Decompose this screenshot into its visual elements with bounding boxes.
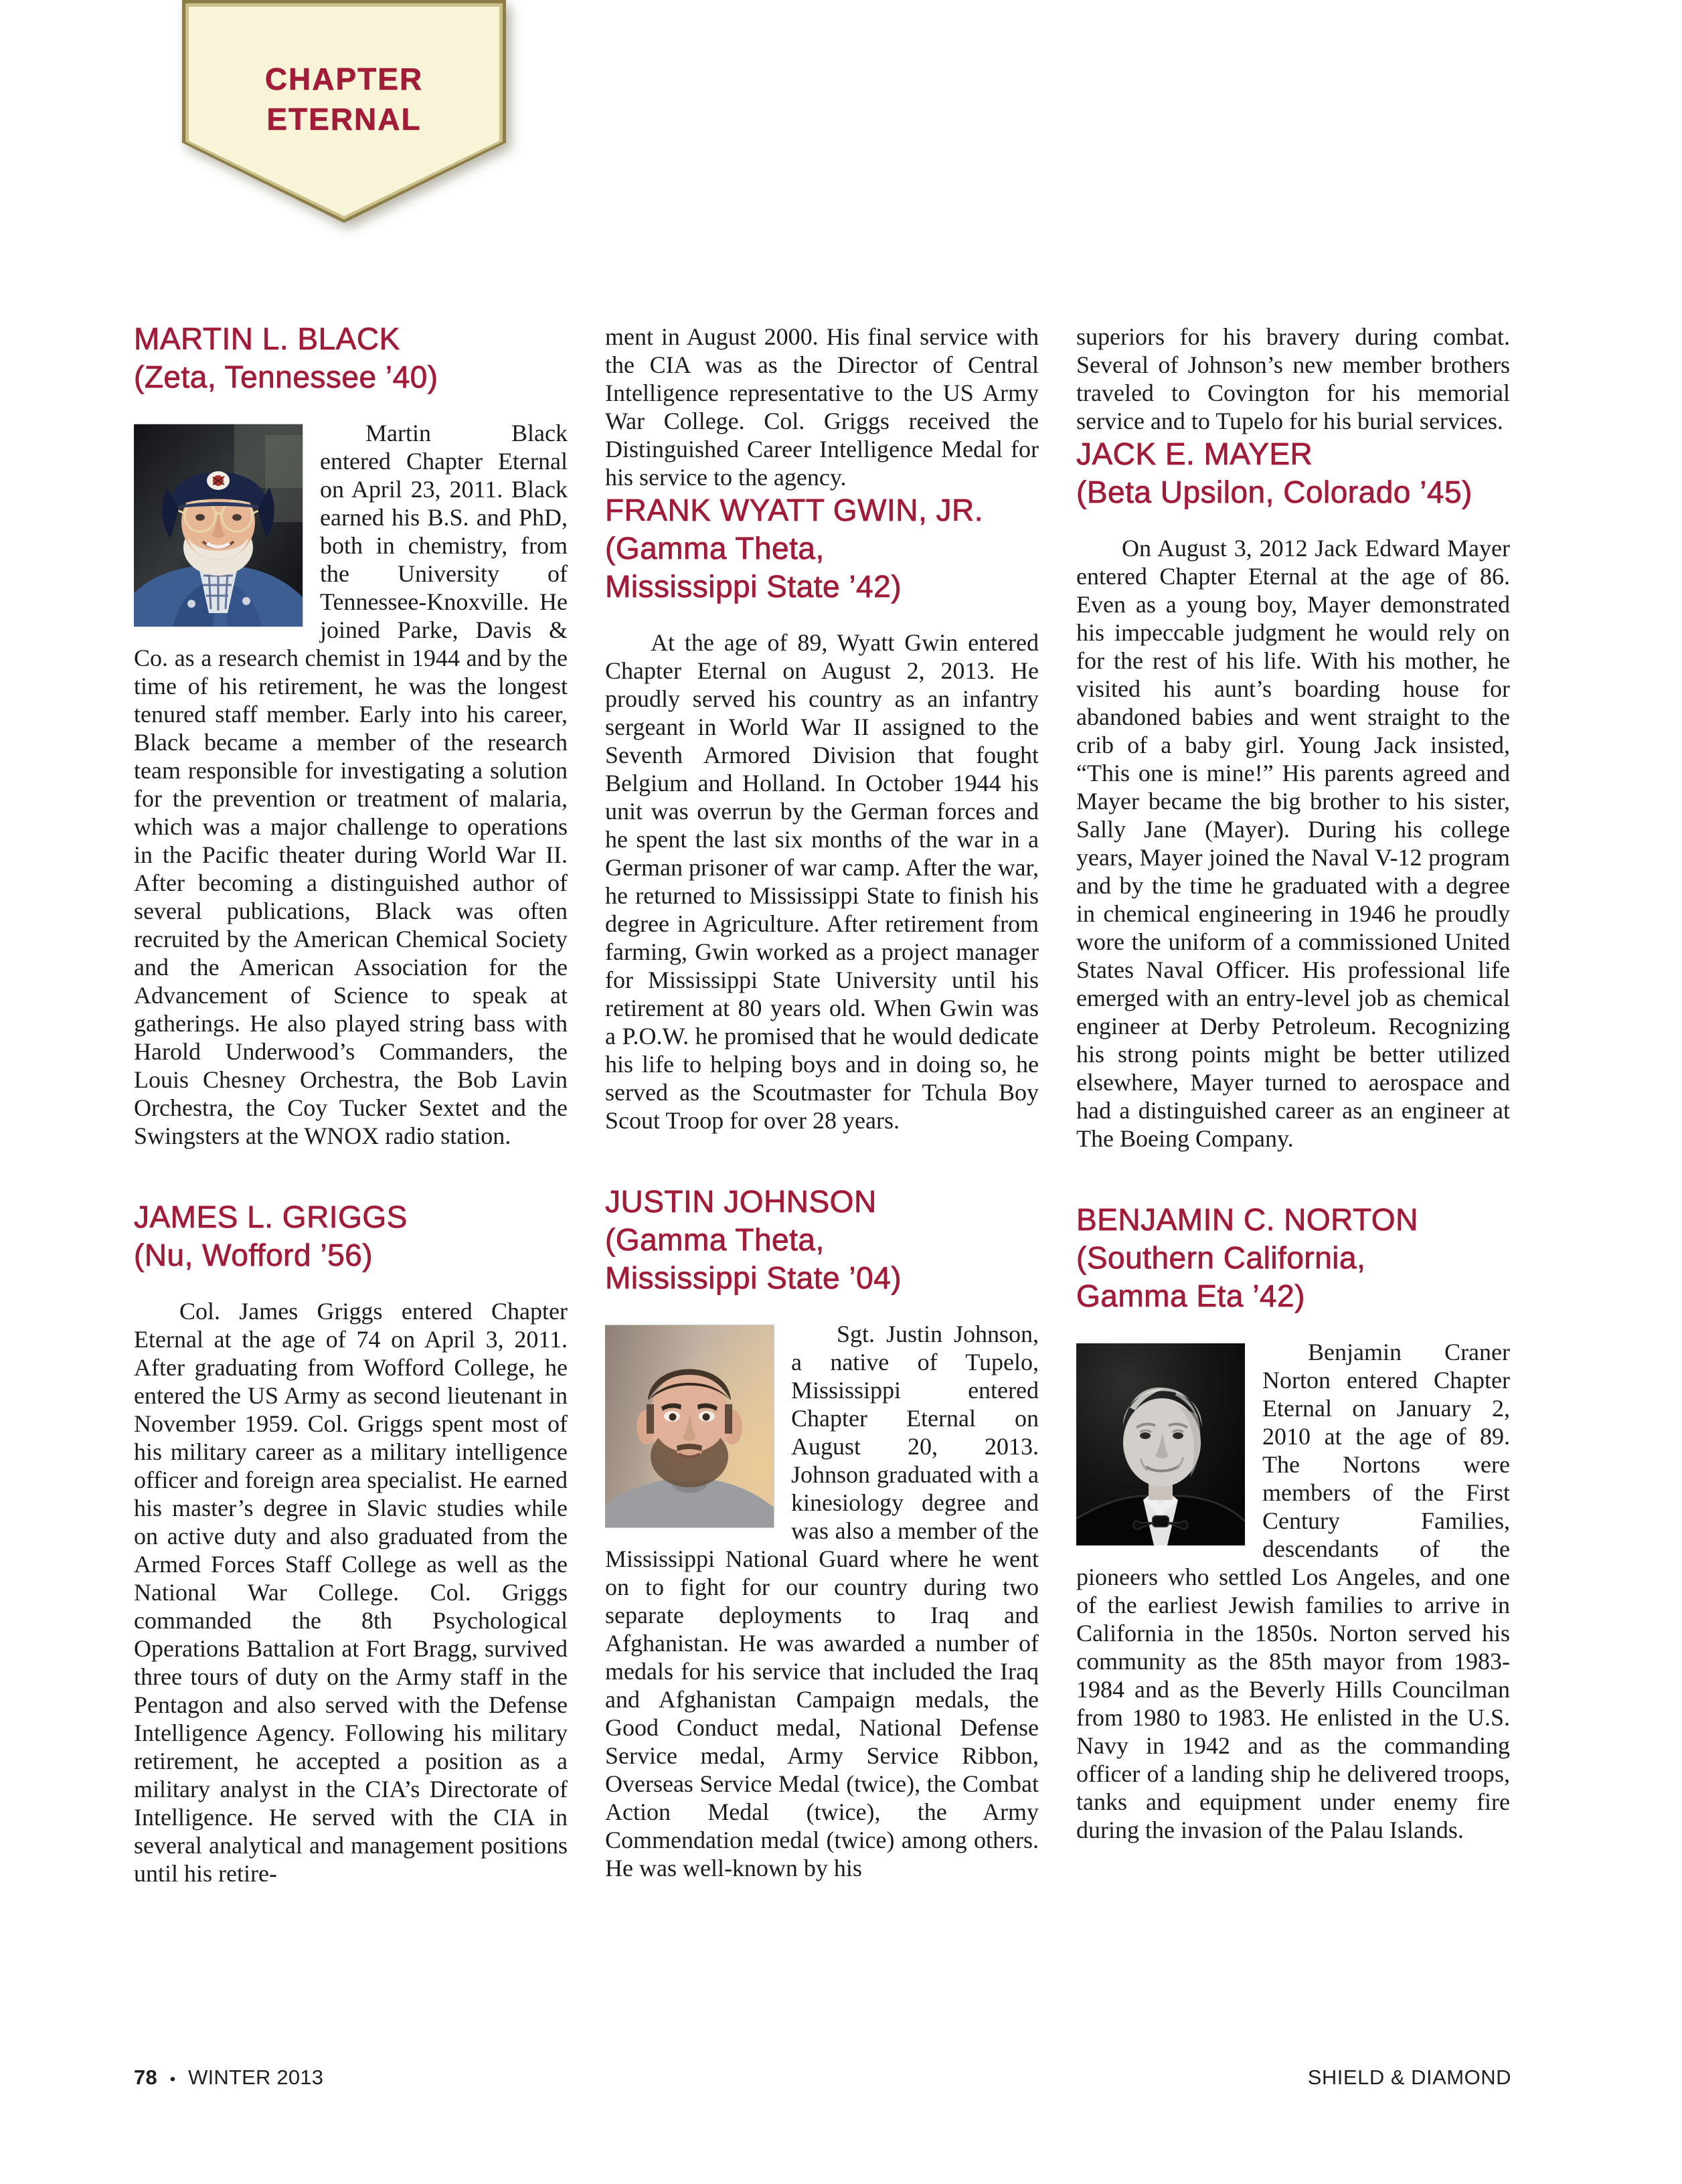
column-2 (605, 320, 1039, 2060)
obit-body (1076, 534, 1510, 1153)
obit-heading (134, 1198, 568, 1274)
obit-body-text: Martin Black entered Chapter Eternal on April 23, 2011. Black earned his B.S. and PhD, both in chemistry, from the University of Tennessee-Knoxville. He joined Parke, Davis & Co. as a research chemist in 1944 and by the time of his retirement, he was the longest tenured staff member. Early into his career, Black became a member of the research team responsible for investigating a solution for the prevention or treatment of malaria, which was a major challenge to operations in the Pacific theater during World War II. After becoming a distinguished author of several publications, Black was often recruited by the American Chemical Society and the American Association for the Advancement of Science to speak at gatherings. He also played string bass with Harold Underwood’s Commanders, the Louis Chesney Orchestra, the Bob Lavin Orchestra, the Coy Tucker Sextet and the Swingsters at the WNOX radio station. (134, 420, 568, 1149)
obit-body (1076, 1338, 1510, 1844)
banner-title-line2: ETERNAL (266, 102, 422, 137)
obit-chapter-line2: Mississippi State ’04) (605, 1260, 902, 1295)
obit-body-text: ment in August 2000. His final service with the CIA was as the Director of Central Intelligence representative to the US Army War College. Col. Griggs received the Distinguished Career Intelligence Medal for his service to the agency. (605, 323, 1039, 491)
obit-chapter-line: (Gamma Theta, (605, 531, 825, 566)
portrait-photo-martin-black (134, 424, 303, 626)
obituary-frank-gwin (605, 491, 1039, 1135)
obit-body-text: superiors for his bravery during combat. Several of Johnson’s new member brothers traveled to Covington for his memorial service and to Tupelo for his burial services. (1076, 323, 1510, 434)
obit-body-text: On August 3, 2012 Jack Edward Mayer entered Chapter Eternal at the age of 86. Even as a young boy, Mayer demonstrated his impeccable judgment he would rely on for the rest of his life. With his mother, he visited his aunt’s boarding house for abandoned babies and went straight to the crib of a baby girl. Young Jack insisted, “This one is mine!” His parents agreed and Mayer became the big brother to his sister, Sally Jane (Mayer). During his college years, Mayer joined the Naval V-12 program and by the time he graduated with a degree in chemical engineering in 1946 he proudly wore the uniform of a commissioned United States Naval Officer. His professional life emerged with an entry-level job as chemical engineer at Derby Petroleum. Recognizing his strong points might be better utilized elsewhere, Mayer turned to aerospace and had a distinguished career as an engineer at The Boeing Company. (1076, 535, 1510, 1152)
obit-chapter-line: (Beta Upsilon, Colorado ’45) (1076, 475, 1473, 509)
obituary-justin-johnson-continued (1076, 323, 1510, 435)
obit-body (605, 628, 1039, 1135)
obit-chapter-line2: Gamma Eta ’42) (1076, 1278, 1305, 1313)
obituary-james-griggs-continued (605, 323, 1039, 491)
obituary-jack-mayer (1076, 435, 1510, 1153)
portrait-photo-justin-johnson (605, 1325, 774, 1527)
obit-chapter-line: (Gamma Theta, (605, 1222, 825, 1257)
obit-body-text: Sgt. Justin Johnson, a native of Tupelo, Mississippi entered Chapter Eternal on August 20, 2013. Johnson graduated with a kinesiology degree and was also a member of the Mississippi National Guard where he went on to fight for our country during two separate deployments to Iraq and Afghanistan. He was awarded a number of medals for his service that included the Iraq and Afghanistan Campaign medals, the Good Conduct medal, National Defense Service medal, Army Service Ribbon, Overseas Service Medal (twice), the Combat Action Medal (twice), the Army Commendation medal (twice) among others. He was well-known by his (605, 1321, 1039, 1881)
chapter-eternal-banner (182, 0, 506, 223)
obit-chapter-line: (Nu, Wofford ’56) (134, 1238, 373, 1272)
banner-title-line1: CHAPTER (264, 62, 424, 96)
article-columns (134, 320, 1510, 2060)
portrait-photo-benjamin-norton (1076, 1343, 1245, 1545)
obit-name: BENJAMIN C. NORTON (1076, 1202, 1418, 1237)
column-1 (134, 320, 568, 2060)
page-number: 78 (134, 2066, 157, 2089)
column-3 (1076, 320, 1510, 2060)
obit-heading (605, 1183, 1039, 1297)
obit-name: MARTIN L. BLACK (134, 321, 400, 356)
obit-chapter-line2: Mississippi State ’42) (605, 569, 902, 604)
obit-name: JUSTIN JOHNSON (605, 1184, 877, 1219)
footer-separator-dot: • (169, 2070, 176, 2088)
obit-body (134, 419, 568, 1150)
obit-chapter-line: (Southern California, (1076, 1240, 1366, 1275)
obit-body-text: Col. James Griggs entered Chapter Eternal at the age of 74 on April 3, 2011. After graduating from Wofford College, he entered the US Army as second lieutenant in November 1959. Col. Griggs spent most of his military career as a military intelligence officer and foreign area specialist. He earned his master’s degree in Slavic studies while on active duty and also graduated from the Armed Forces Staff College as well as the National War College. Col. Griggs commanded the 8th Psychological Operations Battalion at Fort Bragg, survived three tours of duty on the Army staff in the Pentagon and also served with the Defense Intelligence Agency. Following his military retirement, he accepted a position as a military analyst in the CIA’s Directorate of Intelligence. He served with the CIA in several analytical and management positions until his retire- (134, 1298, 568, 1887)
obit-body-text: Benjamin Craner Norton entered Chapter Eternal on January 2, 2010 at the age of 89. The Nortons were members of the First Century Families, descendants of the pioneers who settled Los Angeles, and one of the earliest Jewish families to arrive in California in the 1850s. Norton served his community as the 85th mayor from 1983-1984 and as the Beverly Hills Councilman from 1980 to 1983. He enlisted in the U.S. Navy in 1942 and as the commanding officer of a landing ship he delivered troops, tanks and equipment under enemy fire during the invasion of the Palau Islands. (1076, 1339, 1510, 1843)
obit-heading (1076, 435, 1510, 511)
magazine-title: SHIELD & DIAMOND (1307, 2066, 1511, 2089)
obituary-benjamin-norton (1076, 1201, 1510, 1844)
obit-body (134, 1297, 568, 1887)
obit-name: JACK E. MAYER (1076, 436, 1313, 471)
obit-chapter-line: (Zeta, Tennessee ’40) (134, 359, 438, 394)
page-footer (134, 2066, 1511, 2090)
obit-body (605, 1320, 1039, 1882)
obituary-martin-black (134, 320, 568, 1150)
obit-body-text: At the age of 89, Wyatt Gwin entered Chapter Eternal on August 2, 2013. He proudly served his country as an infantry sergeant in World War II assigned to the Seventh Armored Division that fought Belgium and Holland. In October 1944 his unit was overrun by the German forces and he spent the last six months of the war in a German prisoner of war camp. After the war, he returned to Mississippi State to finish his degree in Agriculture. After retirement from farming, Gwin worked as a project manager for Mississippi State University until his retirement at 80 years old. When Gwin was a P.O.W. he promised that he would dedicate his life to helping boys and in doing so, he served as the Scoutmaster for Tchula Boy Scout Troop for over 28 years. (605, 629, 1039, 1134)
obit-name: JAMES L. GRIGGS (134, 1199, 408, 1234)
obituary-justin-johnson (605, 1183, 1039, 1882)
obit-heading (1076, 1201, 1510, 1315)
issue-label: WINTER 2013 (188, 2066, 324, 2089)
obit-heading (134, 320, 568, 396)
obit-name: FRANK WYATT GWIN, JR. (605, 493, 984, 527)
banner-title (182, 59, 506, 139)
footer-folio (134, 2066, 323, 2090)
obituary-james-griggs (134, 1198, 568, 1887)
obit-heading (605, 491, 1039, 606)
